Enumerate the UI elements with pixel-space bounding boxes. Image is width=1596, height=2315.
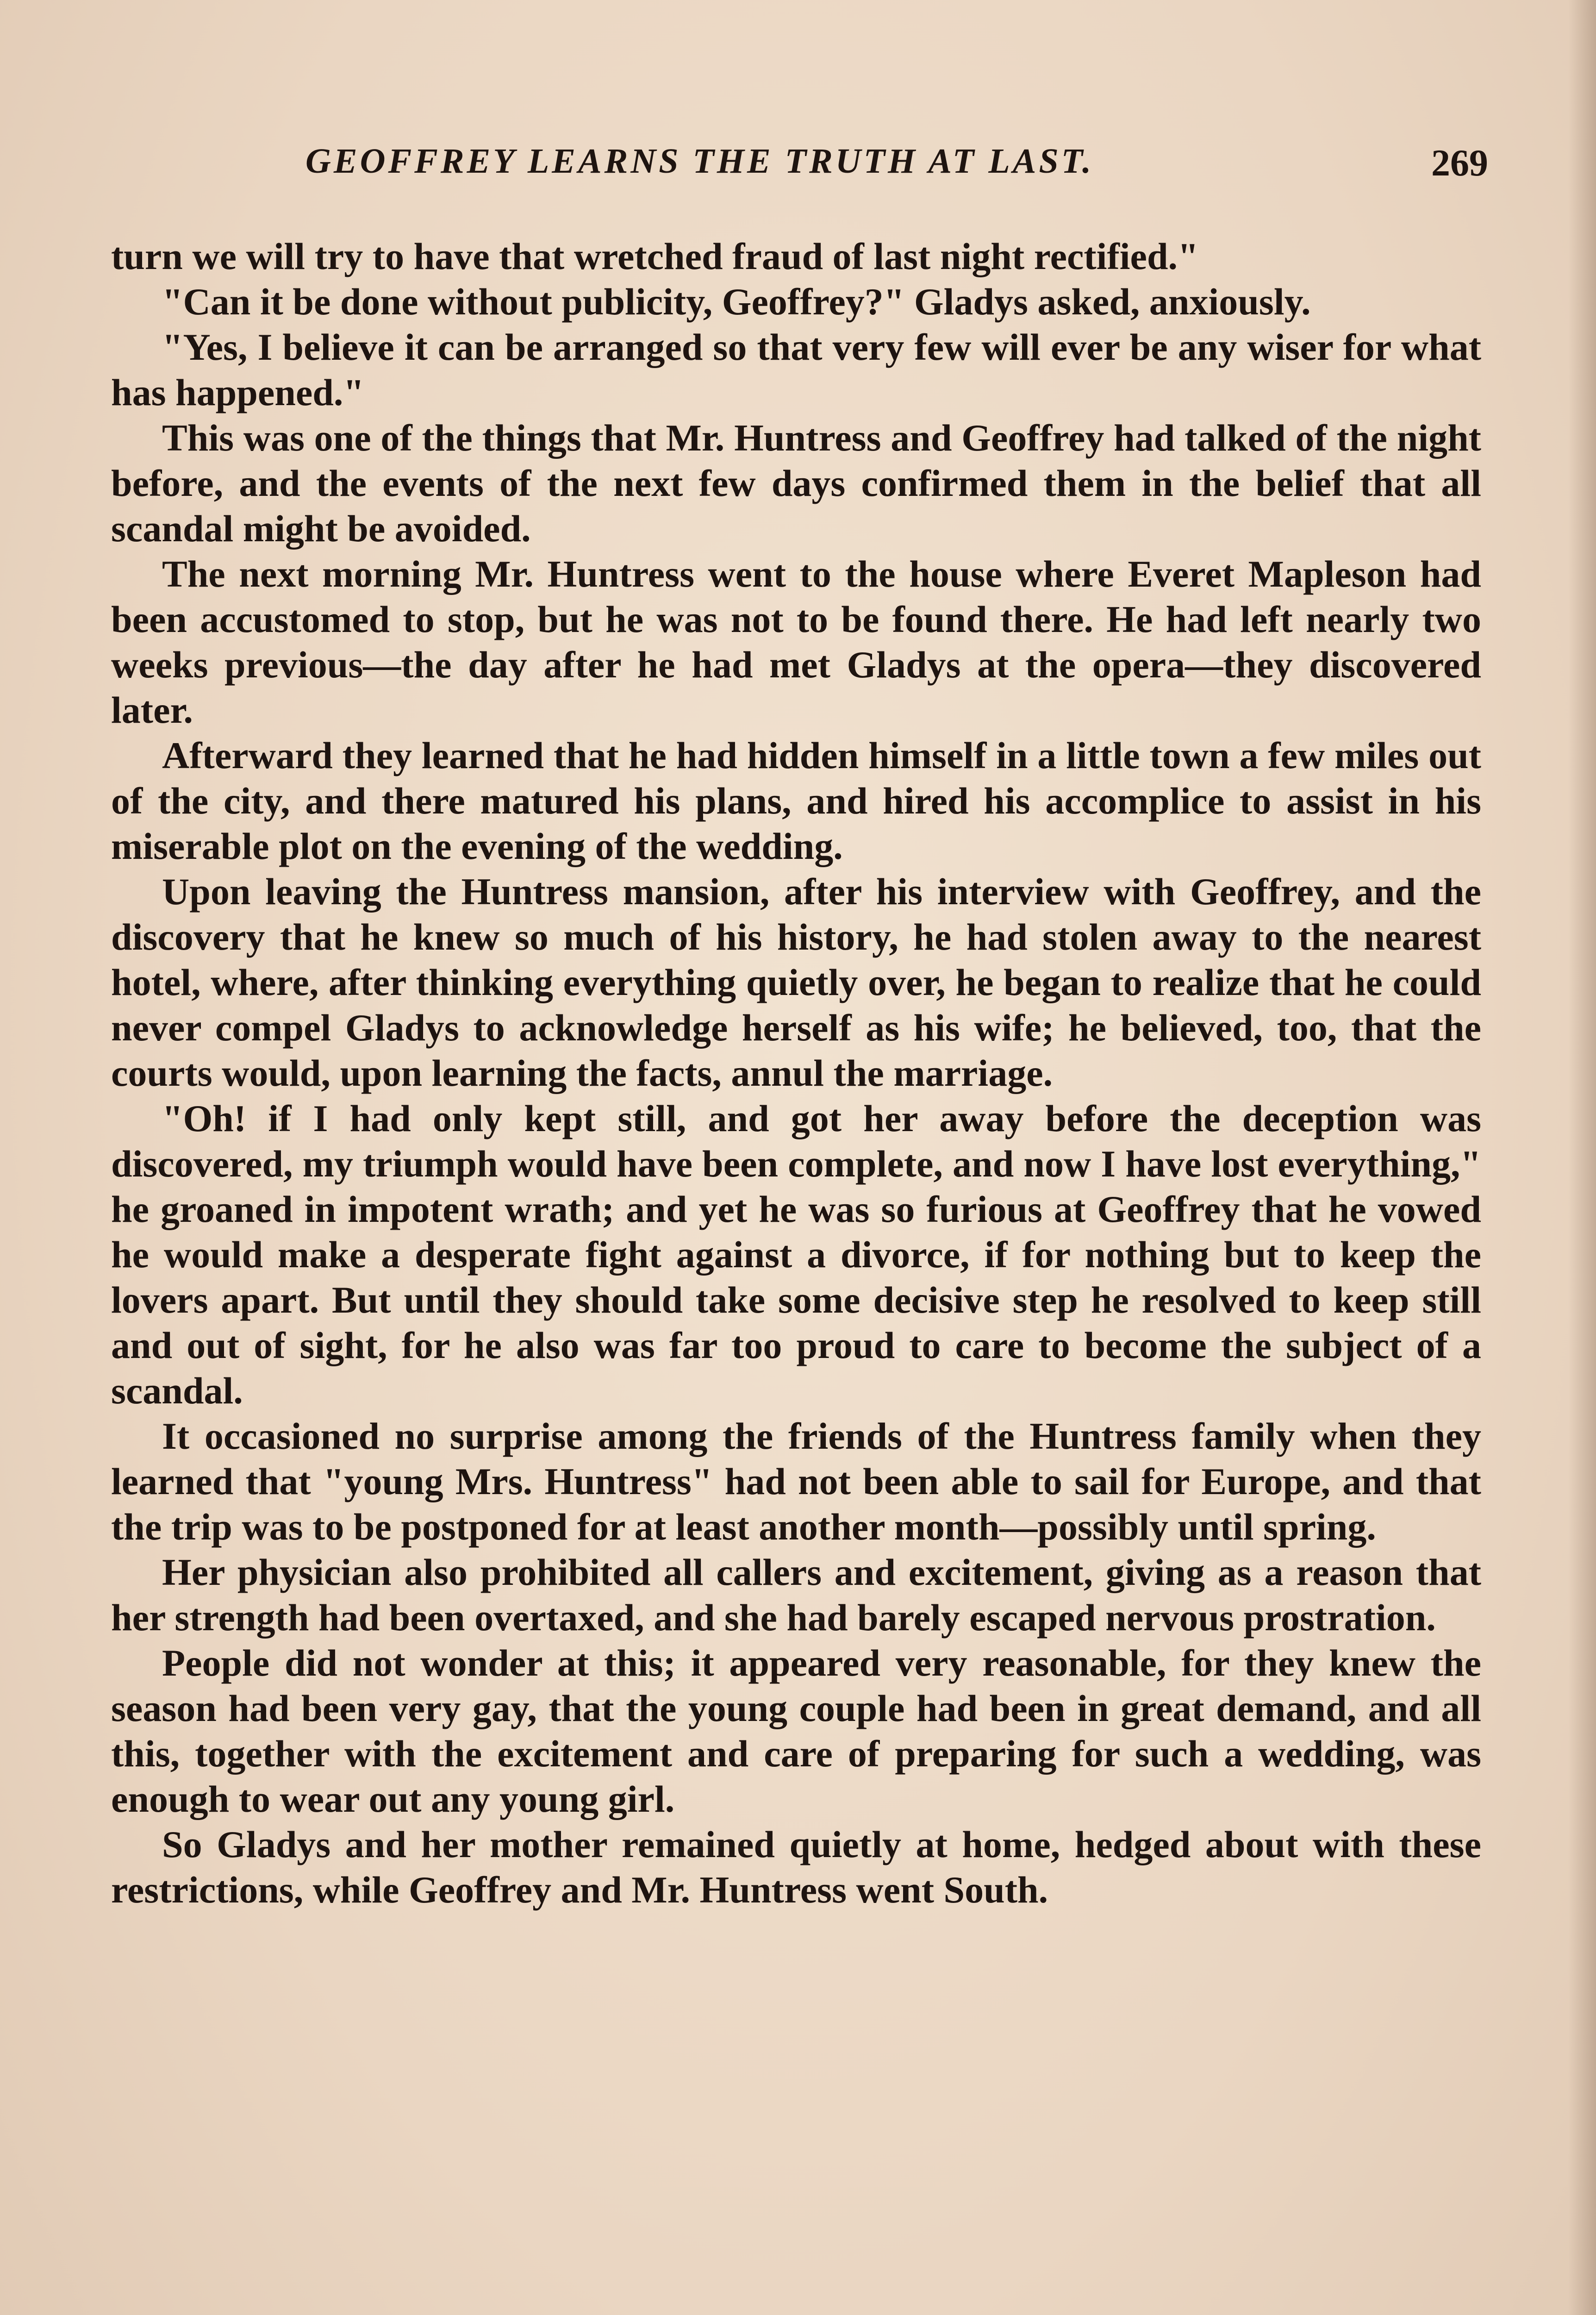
running-header: [305, 141, 1488, 192]
paragraph: "Yes, I believe it can be arranged so that very few will ever be any wiser for what has happened.": [111, 326, 1481, 413]
page-number: 269: [1431, 142, 1488, 184]
paragraph: "Oh! if I had only kept still, and got her away before the deception was discovered, my triumph would have been complete, and now I have lost everything," he groaned in impotent wrath; and yet he was so furious at Geoffrey that he vowed he would make a desperate fight against a divorce, if for nothing but to keep the lovers apart. But until they should take some decisive step he resolved to keep still and out of sight, for he also was far too proud to care to become the subject of a scandal.: [111, 1097, 1481, 1412]
paragraph: This was one of the things that Mr. Huntress and Geoffrey had talked of the night before, and the events of the next few days confirmed them in the belief that all scandal might be avoided.: [111, 417, 1481, 550]
paragraph: turn we will try to have that wretched fraud of last night rectified.": [111, 235, 1199, 277]
body-text: [111, 234, 1481, 1913]
paragraph: So Gladys and her mother remained quietly at home, hedged about with these restrictions, while Geoffrey and Mr. Huntress went South.: [111, 1823, 1481, 1911]
paragraph: Afterward they learned that he had hidden himself in a little town a few miles out of the city, and there matured his plans, and hired his accomplice to assist in his miserable plot on the evening of the wedding.: [111, 734, 1481, 867]
paragraph: The next morning Mr. Huntress went to the house where Everet Mapleson had been accustomed to stop, but he was not to be found there. He had left nearly two weeks previous—the day after he had met Gladys at the opera—they discovered later.: [111, 553, 1481, 731]
paragraph: People did not wonder at this; it appeared very reasonable, for they knew the season had been very gay, that the young couple had been in great demand, and all this, together with the excitement and care of preparing for such a wedding, was enough to wear out any young girl.: [111, 1642, 1481, 1820]
paragraph: Upon leaving the Huntress mansion, after his interview with Geoffrey, and the discovery that he knew so much of his history, he had stolen away to the nearest hotel, where, after thinking everything quietly over, he began to realize that he could never compel Gladys to acknowledge herself as his wife; he believed, too, that the courts would, upon learning the facts, annul the marriage.: [111, 870, 1481, 1094]
paragraph: "Can it be done without publicity, Geoffrey?" Gladys asked, anxiously.: [162, 281, 1311, 323]
chapter-title: GEOFFREY LEARNS THE TRUTH AT LAST.: [305, 142, 1094, 181]
paragraph: It occasioned no surprise among the friends of the Huntress family when they learned that "young Mrs. Huntress" had not been able to sail for Europe, and that the trip was to be postponed for at least another month—possibly until spring.: [111, 1415, 1481, 1548]
paragraph: Her physician also prohibited all callers and excitement, giving as a reason that her strength had been overtaxed, and she had barely escaped nervous prostration.: [111, 1551, 1481, 1639]
page-edge-shadow: [1568, 0, 1596, 2315]
